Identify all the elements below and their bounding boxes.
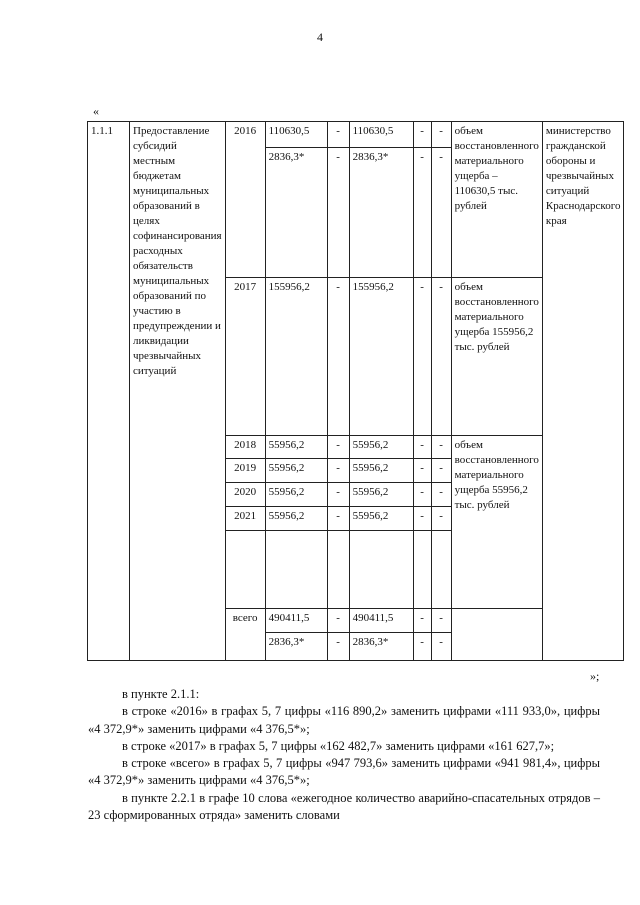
closing-quote: »;	[590, 669, 600, 683]
year-cell: 2020	[225, 483, 265, 507]
empty-cell	[265, 531, 327, 609]
value-cell: -	[327, 507, 349, 531]
amendment-text	[88, 686, 600, 824]
value-cell: -	[413, 609, 431, 633]
value-cell: -	[327, 483, 349, 507]
value-cell: -	[431, 483, 451, 507]
value-cell: 155956,2	[349, 278, 413, 436]
value-cell: 55956,2	[349, 436, 413, 459]
empty-cell	[413, 531, 431, 609]
value-cell: -	[327, 122, 349, 148]
page-number: 4	[317, 30, 323, 44]
value-cell: 490411,5	[349, 609, 413, 633]
paragraph: в пункте 2.1.1:	[122, 687, 200, 701]
result-indicator-2016: объем восстановленного материального ущерба – 110630,5 тыс. рублей	[451, 122, 542, 278]
item-description: Предоставление субсидий местным бюджетам муниципальных образований в целях софинансирования расходных обязательств муниципальных образований по участию в предупреждении и ликвидации чрезвычайных ситуаций	[130, 122, 226, 661]
year-cell: 2018	[225, 436, 265, 459]
value-cell: -	[431, 148, 451, 278]
value-cell: -	[413, 148, 431, 278]
value-cell: 110630,5	[349, 122, 413, 148]
value-cell: -	[327, 609, 349, 633]
value-cell: 2836,3*	[265, 633, 327, 661]
value-cell: -	[413, 459, 431, 483]
value-cell: 155956,2	[265, 278, 327, 436]
value-cell: -	[327, 633, 349, 661]
value-cell: -	[413, 278, 431, 436]
value-cell: -	[327, 278, 349, 436]
empty-cell	[225, 531, 265, 609]
result-indicator-2017: объем восстановленного материального ущерба 155956,2 тыс. рублей	[451, 278, 542, 436]
table-row	[88, 122, 624, 148]
paragraph: в строке «2016» в графах 5, 7 цифры «116 890,2» заменить цифрами «111 933,0», цифры «4 372,9*» заменить цифрами «4 376,5*»;	[88, 704, 600, 736]
value-cell: -	[413, 633, 431, 661]
value-cell: -	[413, 122, 431, 148]
paragraph: в строке «всего» в графах 5, 7 цифры «947 793,6» заменить цифрами «941 981,4», цифры «4 372,9*» заменить цифрами «4 376,5*»;	[88, 756, 600, 788]
value-cell: -	[431, 459, 451, 483]
value-cell: -	[413, 436, 431, 459]
year-cell: 2021	[225, 507, 265, 531]
value-cell: -	[327, 148, 349, 278]
value-cell: 490411,5	[265, 609, 327, 633]
value-cell: 55956,2	[265, 507, 327, 531]
value-cell: -	[327, 436, 349, 459]
value-cell: 110630,5	[265, 122, 327, 148]
year-cell: 2017	[225, 278, 265, 436]
value-cell: -	[327, 459, 349, 483]
value-cell: -	[431, 609, 451, 633]
empty-cell	[349, 531, 413, 609]
value-cell: 55956,2	[265, 483, 327, 507]
paragraph: в строке «2017» в графах 5, 7 цифры «162 482,7» заменить цифрами «161 627,7»;	[122, 738, 555, 753]
value-cell: 55956,2	[265, 459, 327, 483]
paragraph: в пункте 2.2.1 в графе 10 слова «ежегодное количество аварийно-спасательных отрядов – 23 сформированных отряда» заменить словами	[88, 790, 600, 823]
value-cell: 55956,2	[349, 459, 413, 483]
value-cell: 2836,3*	[265, 148, 327, 278]
year-cell-total: всего	[225, 609, 265, 661]
value-cell: 55956,2	[349, 507, 413, 531]
value-cell: -	[413, 483, 431, 507]
value-cell: -	[431, 278, 451, 436]
opening-quote: «	[93, 104, 99, 118]
value-cell: 55956,2	[265, 436, 327, 459]
empty-cell	[431, 531, 451, 609]
program-table	[87, 121, 624, 661]
result-indicator-2018-2021: объем восстановленного материального ущерба 55956,2 тыс. рублей	[451, 436, 542, 609]
item-number: 1.1.1	[88, 122, 130, 661]
empty-cell	[451, 609, 542, 661]
value-cell: 2836,3*	[349, 148, 413, 278]
value-cell: -	[431, 122, 451, 148]
value-cell: -	[413, 507, 431, 531]
value-cell: 55956,2	[349, 483, 413, 507]
value-cell: -	[431, 633, 451, 661]
responsible-executor: министерство гражданской обороны и чрезвычайных ситуаций Краснодарского края	[542, 122, 624, 661]
value-cell: -	[431, 507, 451, 531]
empty-cell	[327, 531, 349, 609]
value-cell: 2836,3*	[349, 633, 413, 661]
value-cell: -	[431, 436, 451, 459]
year-cell: 2019	[225, 459, 265, 483]
year-cell: 2016	[225, 122, 265, 278]
